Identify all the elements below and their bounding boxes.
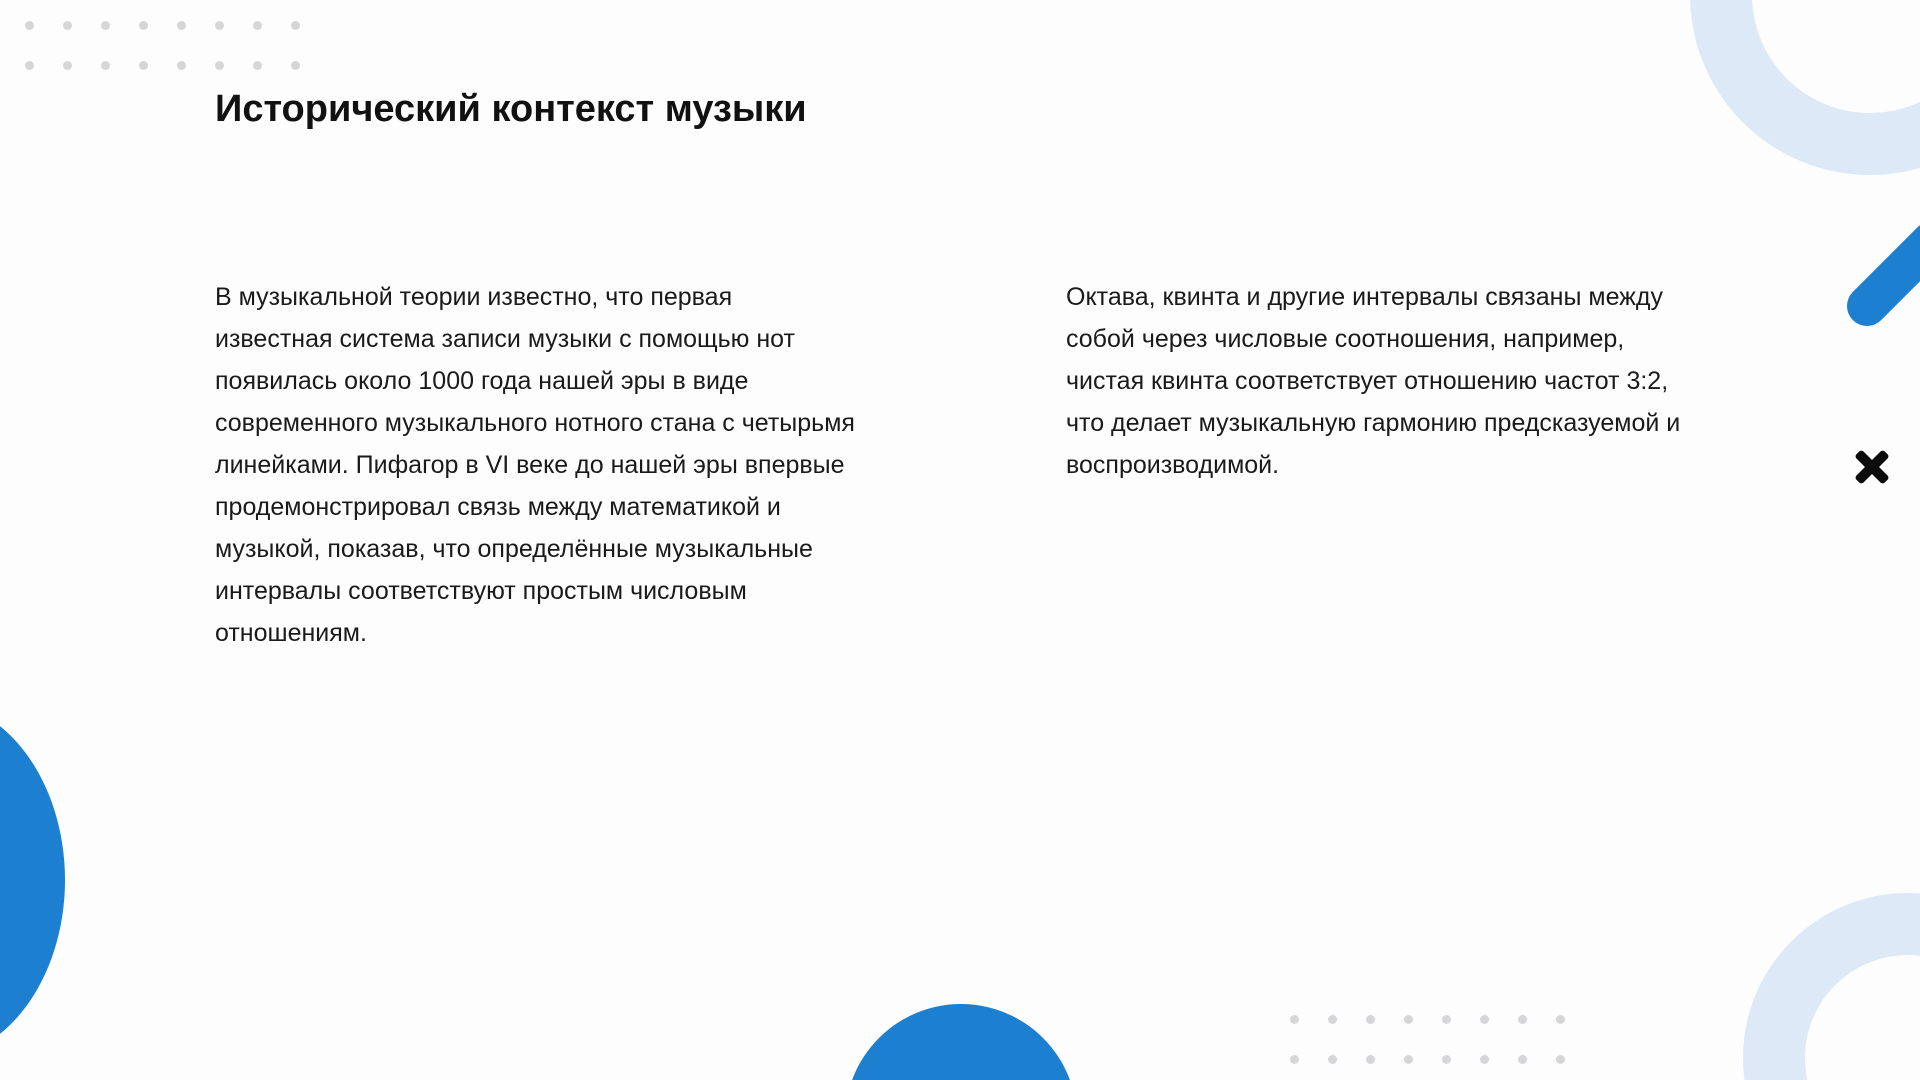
slide-title: Исторический контекст музыки [215,88,807,130]
right-paragraph: Октава, квинта и другие интервалы связаны между собой через числовые соотношения, например, чистая квинта соответствует отношению частот 3:2, что делает музыкальную гармонию предсказуемой и воспроизводимой. [1066,283,1681,479]
decorative-arc-top-right [1690,0,1920,175]
x-icon [1855,450,1889,484]
decorative-arc-bottom-right [1743,893,1920,1080]
decorative-blue-pill [1839,214,1920,334]
decorative-circle-left [0,700,65,1060]
decorative-circle-bottom [845,1004,1077,1080]
dot-pattern-bottom [1290,1015,1565,1064]
left-paragraph: В музыкальной теории известно, что первая известная система записи музыки с помощью нот появилась около 1000 года нашей эры в виде современного музыкального нотного стана с четырьмя линейками. Пифагор в VI веке до нашей эры впервые продемонстрировал связь между математикой и музыкой, показав, что определённые музыкальные интервалы соответствуют простым числовым отношениям. [215,283,855,647]
dot-pattern-top [25,21,300,70]
